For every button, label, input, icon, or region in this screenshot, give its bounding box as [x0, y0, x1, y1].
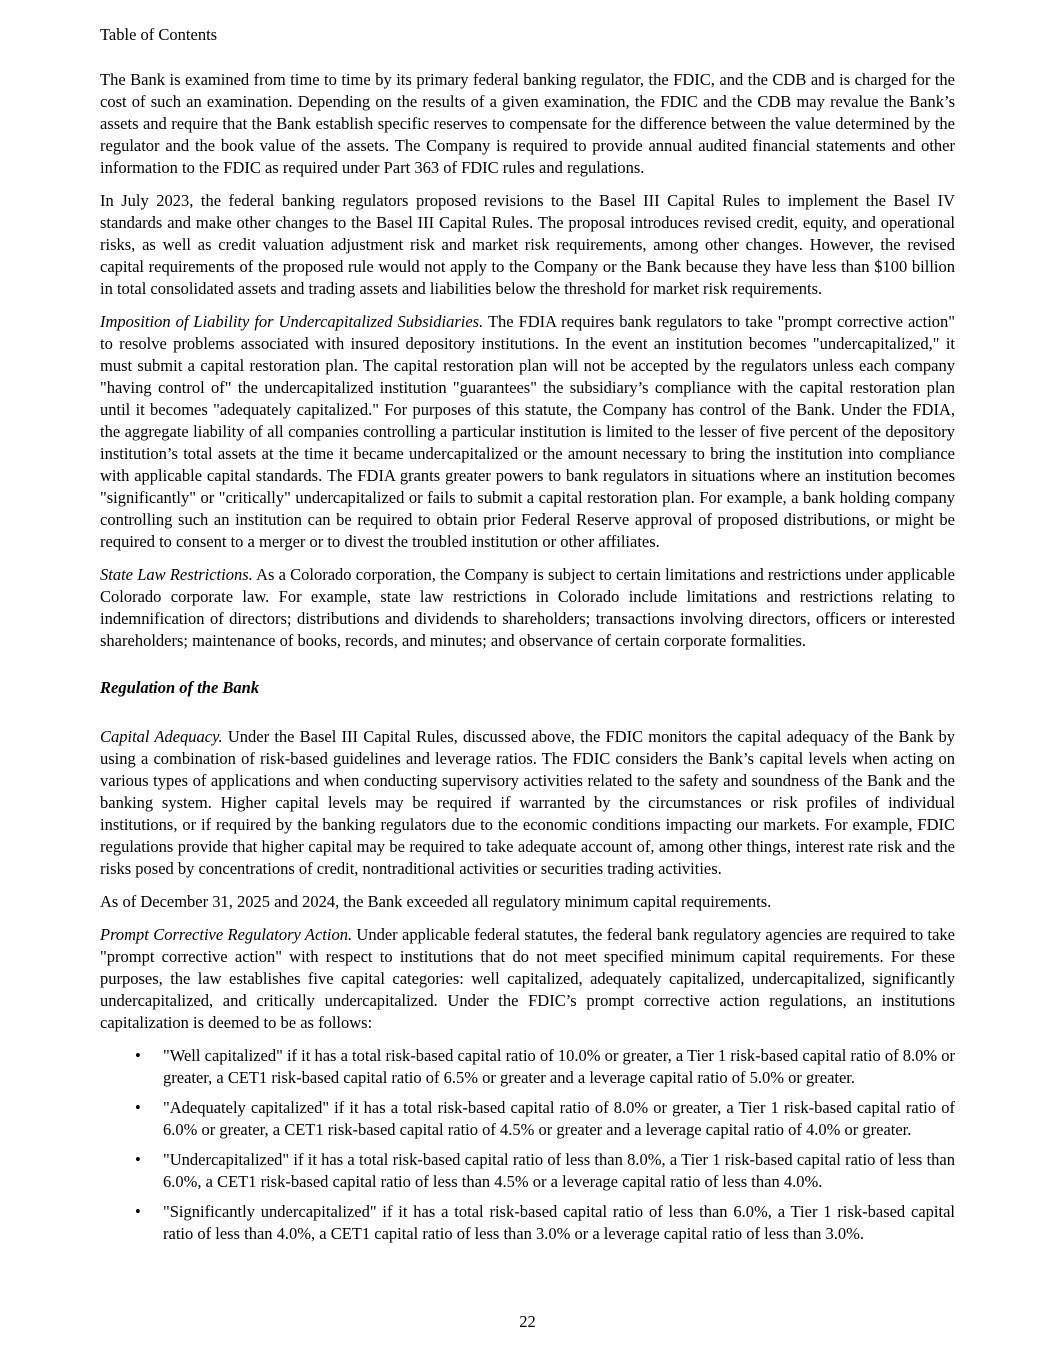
bullet-icon: • — [135, 1098, 141, 1117]
list-item-undercapitalized — [100, 1149, 955, 1193]
paragraph-imposition-of-liability — [100, 311, 955, 553]
paragraph-text-imposition-of-liability: The FDIA requires bank regulators to take "prompt corrective action" to resolve problems associated with insured depository institutions. In the event an institution becomes "undercapitalized," it must submit a capital restoration plan. The capital restoration plan will not be accepted by the regulators unless each company "having control of" the undercapitalized institution "guarantees" the subsidiary’s compliance with the capital restoration plan until it becomes "adequately capitalized." For purposes of this statute, the Company has control of the Bank. Under the FDIA, the aggregate liability of all companies controlling a particular institution is limited to the lesser of five percent of the depository institution’s total assets at the time it became undercapitalized or the amount necessary to bring the institution into compliance with applicable capital standards. The FDIA grants greater powers to bank regulators in situations where an institution becomes "significantly" or "critically" undercapitalized or fails to submit a capital restoration plan. For example, a bank holding company controlling such an institution can be required to obtain prior Federal Reserve approval of proposed distributions, or might be required to consent to a merger or to divest the troubled institution or other affiliates. — [100, 312, 956, 551]
list-item-adequately-capitalized — [100, 1097, 955, 1141]
paragraph-lead-prompt-corrective-action: Prompt Corrective Regulatory Action. — [100, 925, 353, 944]
list-item-text: "Adequately capitalized" if it has a total risk-based capital ratio of 8.0% or greater, a Tier 1 risk-based capital ratio of 6.0% or greater, a CET1 risk-based capital ratio of 4.5% or greater and a leverage capital ratio of 4.0% or greater. — [163, 1098, 955, 1139]
heading-regulation-of-the-bank: Regulation of the Bank — [100, 678, 260, 697]
paragraph-text-prompt-corrective-action: Under applicable federal statutes, the federal bank regulatory agencies are required to take "prompt corrective action" with respect to institutions that do not meet specified minimum capital requirements. For these purposes, the law establishes five capital categories: well capitalized, adequately capitalized, undercapitalized, significantly undercapitalized, and critically undercapitalized. Under the FDIC’s prompt corrective action regulations, an institutions capitalization is deemed to be as follows: — [100, 925, 955, 1032]
paragraph-lead-state-law-restrictions: State Law Restrictions. — [100, 565, 253, 584]
list-item-significantly-undercapitalized — [100, 1201, 955, 1245]
paragraph-prompt-corrective-action — [100, 924, 955, 1034]
paragraph-capital-adequacy — [100, 726, 955, 880]
paragraph-basel-revisions: In July 2023, the federal banking regulators proposed revisions to the Basel III Capital Rules to implement the Basel IV standards and make other changes to the Basel III Capital Rules. The proposal introduces revised credit, equity, and operational risks, as well as credit valuation adjustment risk and market risk requirements, among other changes. However, the revised capital requirements of the proposed rule would not apply to the Company or the Bank because they have less than $100 billion in total consolidated assets and trading assets and liabilities below the threshold for market risk requirements. — [100, 191, 955, 298]
paragraph-as-of-december: As of December 31, 2025 and 2024, the Bank exceeded all regulatory minimum capital requirements. — [100, 892, 772, 911]
list-item-text: "Significantly undercapitalized" if it has a total risk-based capital ratio of less than 6.0%, a Tier 1 risk-based capital ratio of less than 4.0%, a CET1 capital ratio of less than 3.0% or a leverage capital ratio of less than 3.0%. — [163, 1202, 955, 1243]
paragraph-lead-capital-adequacy: Capital Adequacy. — [100, 727, 223, 746]
list-item-text: "Undercapitalized" if it has a total risk-based capital ratio of less than 8.0%, a Tier 1 risk-based capital ratio of less than 6.0%, a CET1 risk-based capital ratio of less than 4.5% or a leverage capital ratio of less than 4.0%. — [163, 1150, 955, 1191]
bullet-icon: • — [135, 1046, 141, 1065]
paragraph-lead-imposition-of-liability: Imposition of Liability for Undercapitalized Subsidiaries. — [100, 312, 484, 331]
table-of-contents-link[interactable]: Table of Contents — [100, 25, 218, 44]
list-item-text: "Well capitalized" if it has a total risk-based capital ratio of 10.0% or greater, a Tier 1 risk-based capital ratio of 8.0% or greater, a CET1 risk-based capital ratio of 6.5% or greater and a leverage capital ratio of 5.0% or greater. — [163, 1046, 955, 1087]
bullet-icon: • — [135, 1202, 141, 1221]
paragraph-state-law-restrictions — [100, 564, 955, 652]
paragraph-examination: The Bank is examined from time to time by its primary federal banking regulator, the FDIC, and the CDB and is charged for the cost of such an examination. Depending on the results of a given examination, the FDIC and the CDB may revalue the Bank’s assets and require that the Bank establish specific reserves to compensate for the difference between the value determined by the regulator and the book value of the assets. The Company is required to provide annual audited financial statements and other information to the FDIC as required under Part 363 of FDIC rules and regulations. — [100, 70, 955, 177]
page-number: 22 — [519, 1312, 536, 1331]
list-item-well-capitalized — [100, 1045, 955, 1089]
paragraph-text-capital-adequacy: Under the Basel III Capital Rules, discussed above, the FDIC monitors the capital adequacy of the Bank by using a combination of risk-based guidelines and leverage ratios. The FDIC considers the Bank’s capital levels when acting on various types of applications and when conducting supervisory activities related to the safety and soundness of the Bank and the banking system. Higher capital levels may be required if warranted by the circumstances or risk profiles of individual institutions, or if required by the banking regulators due to the economic conditions impacting our markets. For example, FDIC regulations provide that higher capital may be required to take adequate account of, among other things, interest rate risk and the risks posed by concentrations of credit, nontraditional activities or securities trading activities. — [100, 727, 955, 878]
paragraph-text-state-law-restrictions: As a Colorado corporation, the Company is subject to certain limitations and restrictions under applicable Colorado corporate law. For example, state law restrictions in Colorado include limitations and restrictions relating to indemnification of directors; distributions and dividends to shareholders; transactions involving directors, officers or interested shareholders; maintenance of books, records, and minutes; and observance of certain corporate formalities. — [100, 565, 955, 650]
bullet-icon: • — [135, 1150, 141, 1169]
capital-categories-list — [100, 1045, 955, 1245]
